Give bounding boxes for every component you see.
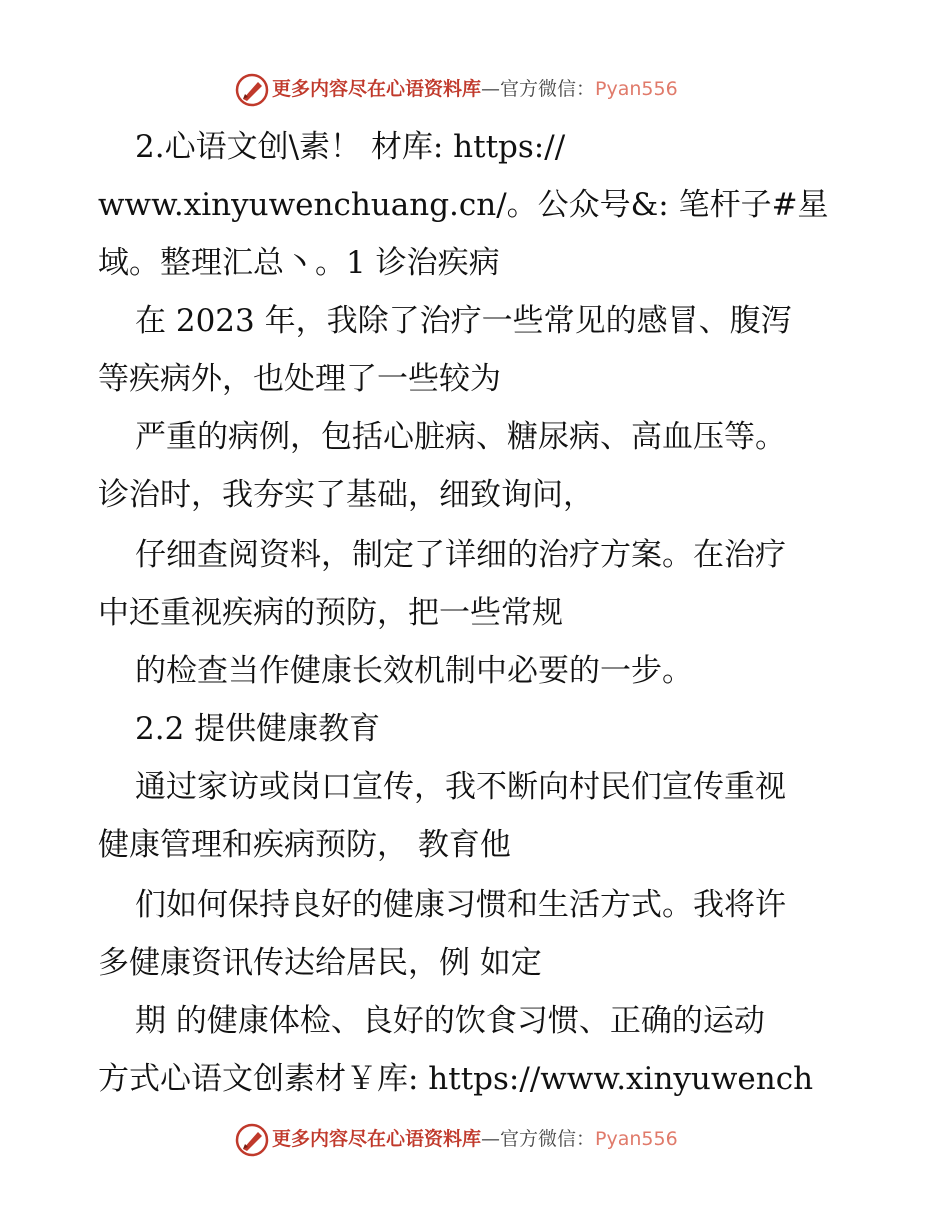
- text-line: www.xinyuwenchuang.cn/。公众号&: 笔杆子#星: [98, 187, 829, 223]
- banner-wechat-id: Pyan556: [595, 78, 678, 100]
- banner-main-text: 更多内容尽在心语资料库: [272, 1128, 482, 1150]
- text-line: 在 2023 年，我除了治疗一些常见的感冒、腹泻: [135, 303, 792, 339]
- header-banner: [0, 68, 950, 112]
- text-line: 等疾病外，也处理了一些较为: [98, 361, 501, 397]
- banner-wechat-label: 官方微信：: [500, 78, 596, 100]
- text-line: 期 的健康体检、良好的饮食习惯、正确的运动: [135, 1003, 765, 1039]
- section-heading: 2.2 提供健康教育: [135, 711, 381, 747]
- text-line: 2.心语文创\素！ 材库: https://: [135, 129, 566, 165]
- text-line: 方式心语文创素材￥库: https://www.xinyuwench: [98, 1061, 814, 1097]
- text-line: 诊治时，我夯实了基础，细致询问，: [98, 477, 594, 513]
- text-line: 仔细查阅资料，制定了详细的治疗方案。在治疗: [135, 537, 786, 573]
- text-line: 健康管理和疾病预防， 教育他: [98, 827, 511, 863]
- text-line: 域。整理汇总丶。1 诊治疾病: [98, 245, 500, 281]
- footer-banner: [0, 1118, 950, 1162]
- text-line: 严重的病例，包括心脏病、糖尿病、高血压等。: [135, 419, 786, 455]
- text-line: 多健康资讯传达给居民，例 如定: [98, 945, 542, 981]
- pen-logo-icon: [234, 1122, 270, 1158]
- banner-dash: —: [481, 78, 501, 100]
- banner-text: [272, 78, 678, 100]
- text-line: 中还重视疾病的预防，把一些常规: [98, 595, 563, 631]
- banner-main-text: 更多内容尽在心语资料库: [272, 78, 482, 100]
- banner-wechat-label: 官方微信：: [500, 1128, 596, 1150]
- text-line: 的检查当作健康长效机制中必要的一步。: [135, 653, 693, 689]
- text-line: 们如何保持良好的健康习惯和生活方式。我将许: [135, 887, 786, 923]
- banner-wechat-id: Pyan556: [595, 1128, 678, 1150]
- pen-logo-icon: [234, 72, 270, 108]
- banner-text: [272, 1128, 678, 1150]
- text-line: 通过家访或岗口宣传，我不断向村民们宣传重视: [135, 769, 786, 805]
- banner-dash: —: [481, 1128, 501, 1150]
